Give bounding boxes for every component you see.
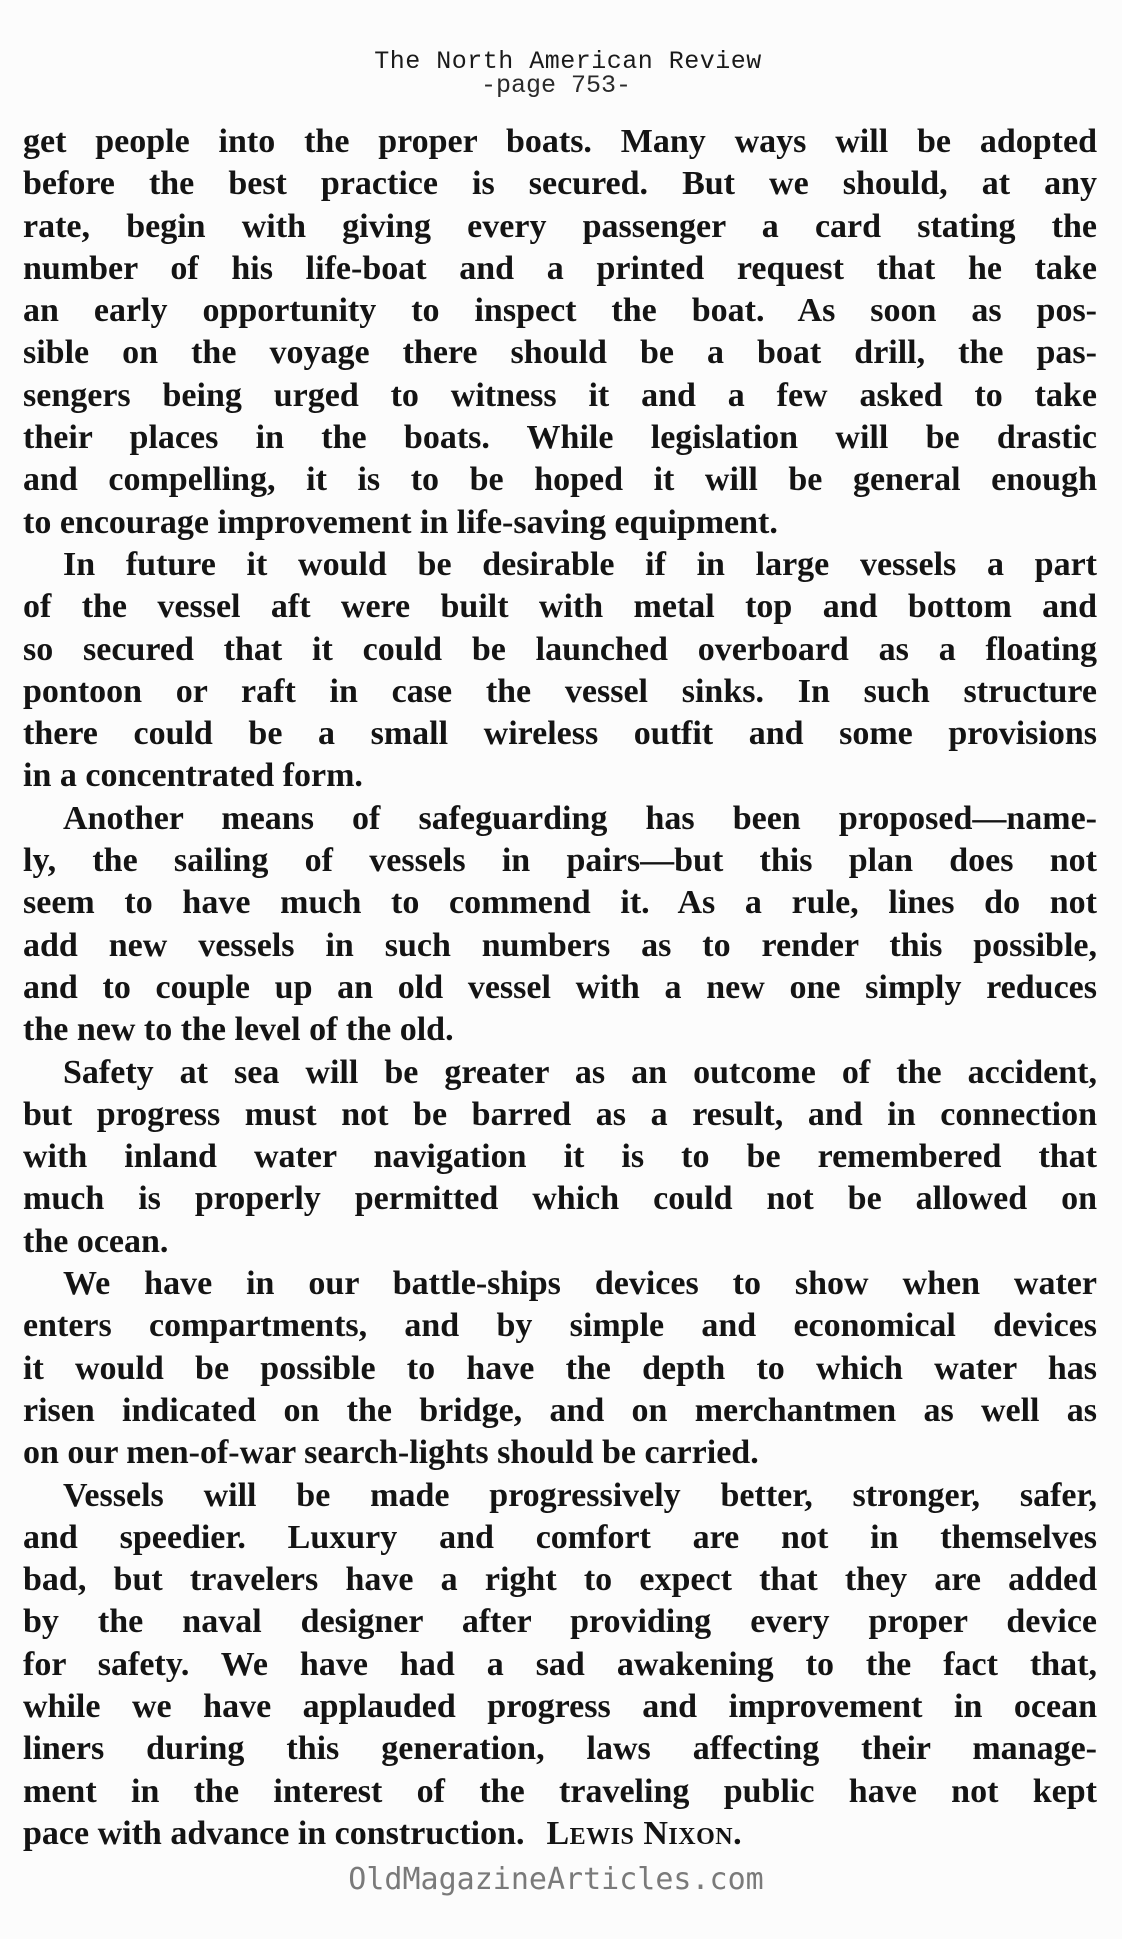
text-line	[23, 882, 1097, 924]
text-line	[23, 1348, 1097, 1390]
text-line	[23, 502, 1097, 544]
text-line	[23, 671, 1097, 713]
text-line	[23, 290, 1097, 332]
line-text: Another means of safeguarding has been proposed—name-	[63, 799, 1097, 837]
text-line	[23, 248, 1097, 290]
line-text: it would be possible to have the depth to which water has	[23, 1349, 1097, 1387]
line-text: while we have applauded progress and improvement in ocean	[23, 1687, 1097, 1725]
text-line	[23, 1009, 1097, 1051]
line-text: sible on the voyage there should be a boat drill, the pas-	[23, 334, 1097, 372]
paragraph	[23, 121, 1097, 544]
text-line	[23, 1686, 1097, 1728]
line-text: add new vessels in such numbers as to render this possible,	[23, 926, 1097, 964]
text-line	[23, 121, 1097, 163]
line-text: the new to the level of the old.	[23, 1011, 454, 1049]
text-line	[23, 755, 1097, 797]
author-signature: Lewis Nixon.	[546, 1814, 743, 1852]
line-text: there could be a small wireless outfit and some provisions	[23, 715, 1097, 753]
page-number: -page 753-	[480, 71, 632, 100]
text-line	[23, 1390, 1097, 1432]
paragraph	[23, 1052, 1097, 1263]
line-text: ment in the interest of the traveling public have not kept	[23, 1772, 1097, 1810]
line-text: enters compartments, and by simple and economical devices	[23, 1307, 1097, 1345]
text-line	[23, 798, 1097, 840]
article-body	[23, 121, 1097, 1855]
paragraph	[23, 1263, 1097, 1474]
line-text: risen indicated on the bridge, and on merchantmen as well as	[23, 1391, 1097, 1429]
text-line	[23, 1813, 1097, 1855]
line-text: Vessels will be made progressively better, stronger, safer,	[63, 1476, 1097, 1514]
line-text: with inland water navigation it is to be remembered that	[23, 1138, 1097, 1176]
text-line	[23, 1221, 1097, 1263]
text-line	[23, 925, 1097, 967]
text-line	[23, 586, 1097, 628]
paragraph	[23, 798, 1097, 1052]
text-line	[23, 1263, 1097, 1305]
text-line	[23, 1305, 1097, 1347]
line-text: sengers being urged to witness it and a few asked to take	[23, 376, 1097, 414]
line-text: so secured that it could be launched overboard as a floating	[23, 630, 1097, 668]
line-text: ly, the sailing of vessels in pairs—but this plan does not	[23, 842, 1097, 880]
line-text: on our men-of-war search-lights should be carried.	[23, 1434, 759, 1472]
text-line	[23, 713, 1097, 755]
line-text: their places in the boats. While legislation will be drastic	[23, 419, 1097, 457]
text-line	[23, 1094, 1097, 1136]
text-line	[23, 1559, 1097, 1601]
watermark: OldMagazineArticles.com	[348, 1862, 764, 1897]
line-text: much is properly permitted which could not be allowed on	[23, 1180, 1097, 1218]
line-text: by the naval designer after providing every proper device	[23, 1603, 1097, 1641]
line-text: but progress must not be barred as a result, and in connection	[23, 1095, 1097, 1133]
text-line	[23, 629, 1097, 671]
line-text: and speedier. Luxury and comfort are not in themselves	[23, 1518, 1097, 1556]
line-text: bad, but travelers have a right to expect that they are added	[23, 1561, 1097, 1599]
text-line	[23, 967, 1097, 1009]
text-line	[23, 1432, 1097, 1474]
line-text: before the best practice is secured. But we should, at any	[23, 165, 1097, 203]
publication-title: The North American Review	[374, 47, 762, 76]
text-line	[23, 1728, 1097, 1770]
text-line	[23, 163, 1097, 205]
line-text: number of his life-boat and a printed request that he take	[23, 249, 1097, 287]
text-line	[23, 332, 1097, 374]
line-text: liners during this generation, laws affecting their manage-	[23, 1730, 1097, 1768]
text-line	[23, 417, 1097, 459]
text-line	[23, 1644, 1097, 1686]
text-line	[23, 1052, 1097, 1094]
text-line	[23, 1601, 1097, 1643]
text-line	[23, 840, 1097, 882]
line-text: We have in our battle-ships devices to show when water	[63, 1265, 1097, 1303]
paragraph	[23, 544, 1097, 798]
text-line	[23, 375, 1097, 417]
text-line	[23, 1178, 1097, 1220]
line-text: to encourage improvement in life-saving equipment.	[23, 503, 778, 541]
text-line	[23, 1136, 1097, 1178]
line-text: pace with advance in construction.	[23, 1814, 525, 1852]
line-text: the ocean.	[23, 1222, 169, 1260]
line-text: for safety. We have had a sad awakening to the fact that,	[23, 1645, 1097, 1683]
text-line	[23, 544, 1097, 586]
line-text: In future it would be desirable if in large vessels a part	[63, 545, 1097, 583]
text-line	[23, 1517, 1097, 1559]
line-text: Safety at sea will be greater as an outcome of the accident,	[63, 1053, 1097, 1091]
text-line	[23, 1475, 1097, 1517]
paragraph	[23, 1475, 1097, 1856]
line-text: seem to have much to commend it. As a rule, lines do not	[23, 884, 1097, 922]
line-text: and to couple up an old vessel with a new one simply reduces	[23, 968, 1097, 1006]
line-text: get people into the proper boats. Many ways will be adopted	[23, 123, 1097, 160]
text-line	[23, 459, 1097, 501]
line-text: rate, begin with giving every passenger a card stating the	[23, 207, 1097, 245]
line-text: pontoon or raft in case the vessel sinks. In such structure	[23, 672, 1097, 710]
line-text: and compelling, it is to be hoped it will be general enough	[23, 461, 1097, 499]
text-line	[23, 1771, 1097, 1813]
text-line	[23, 206, 1097, 248]
line-text: an early opportunity to inspect the boat. As soon as pos-	[23, 292, 1097, 330]
line-text: in a concentrated form.	[23, 757, 363, 795]
line-text: of the vessel aft were built with metal top and bottom and	[23, 588, 1097, 626]
